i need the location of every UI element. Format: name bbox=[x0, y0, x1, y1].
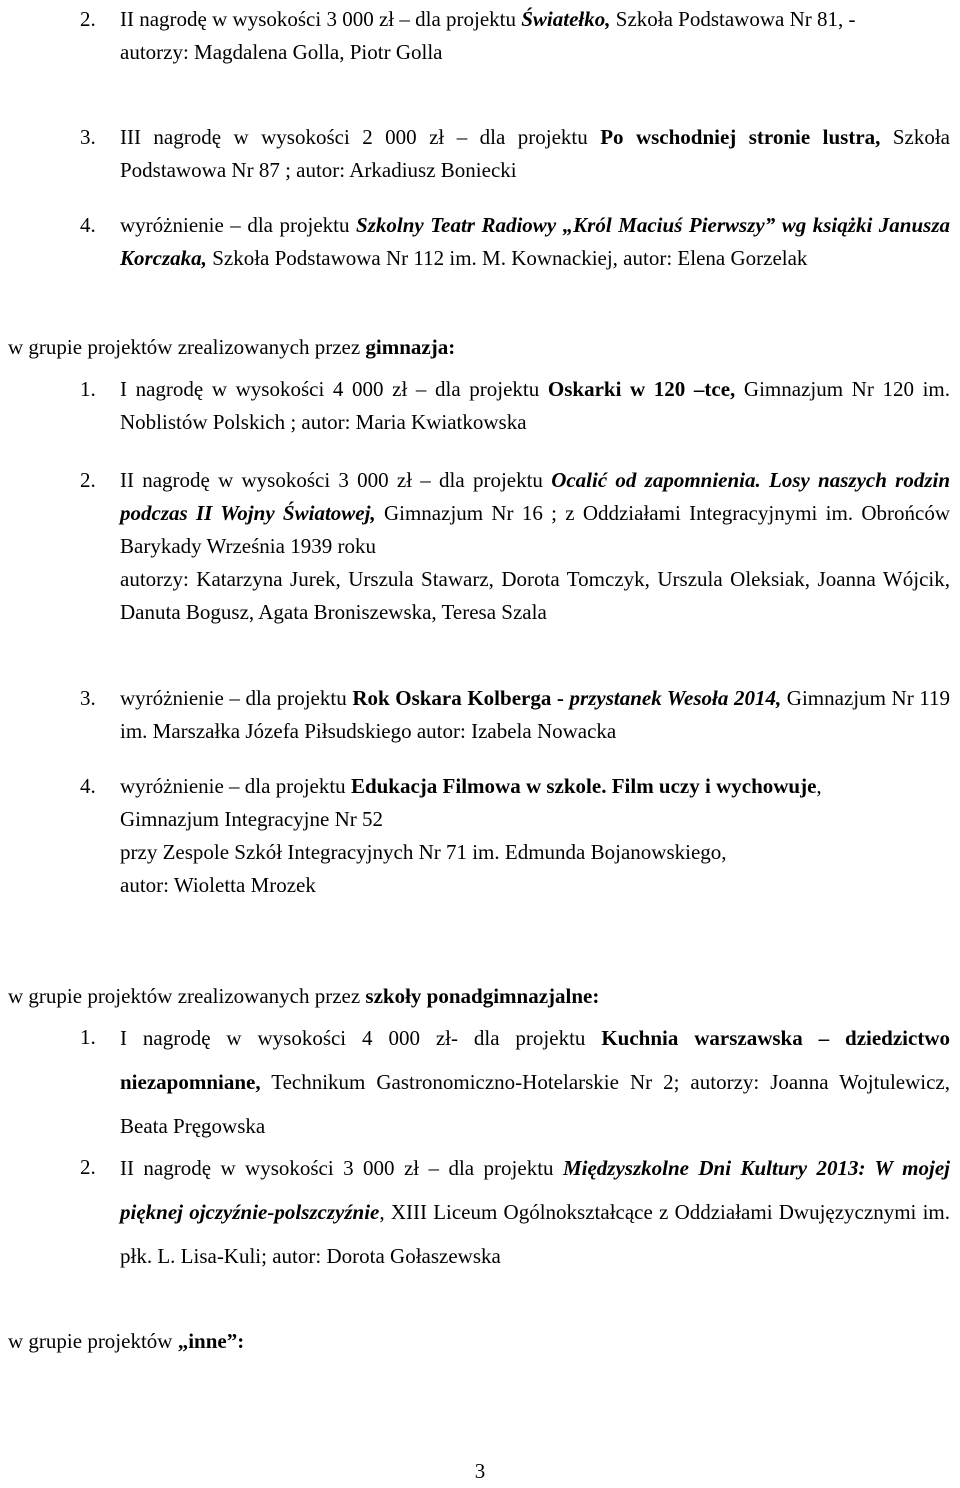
page-number: 3 bbox=[474, 1459, 486, 1483]
project-title: Szkolny Teatr Radiowy „Król Maciuś Pierwszy” wg książki Janusza Korczaka, bbox=[120, 213, 950, 270]
list-item bbox=[80, 682, 950, 748]
item-number: 1. bbox=[80, 377, 96, 401]
list-item bbox=[80, 1016, 950, 1148]
item-text: wyróżnienie – dla projektu Rok Oskara Kolberga - przystanek Wesoła 2014, Gimnazjum Nr 119 im. Marszałka Józefa Piłsudskiego autor: Izabela Nowacka bbox=[120, 686, 951, 743]
item-text: wyróżnienie – dla projektu Szkolny Teatr Radiowy „Król Maciuś Pierwszy” wg książki Janusza Korczaka, Szkoła Podstawowa Nr 112 im. M. Kownackiej, autor: Elena Gorzelak bbox=[120, 213, 950, 270]
item-number: 2. bbox=[80, 1155, 96, 1179]
project-title: Światełko, bbox=[521, 7, 611, 31]
item-number: 4. bbox=[80, 213, 96, 237]
item-number: 3. bbox=[80, 686, 96, 710]
project-title: Edukacja Filmowa w szkole. Film uczy i wychowuje bbox=[350, 774, 817, 798]
project-title-italic: przystanek Wesoła 2014, bbox=[569, 686, 782, 710]
section-heading-gimnazja: w grupie projektów zrealizowanych przez gimnazja: bbox=[8, 335, 456, 359]
item-number: 4. bbox=[80, 774, 96, 798]
authors-line: autor: Wioletta Mrozek bbox=[120, 873, 316, 897]
item-text: wyróżnienie – dla projektu Edukacja Filmowa w szkole. Film uczy i wychowuje, Gimnazjum Integracyjne Nr 52 przy Zespole Szkół Integracyjnych Nr 71 im. Edmunda Bojanowskiego, autor: Wioletta Mrozek bbox=[120, 770, 950, 902]
item-text: I nagrodę w wysokości 4 000 zł – dla projektu Oskarki w 120 –tce, Gimnazjum Nr 120 im. Noblistów Polskich ; autor: Maria Kwiatkowska bbox=[120, 377, 950, 434]
item-number: 2. bbox=[80, 7, 96, 31]
item-text: II nagrodę w wysokości 3 000 zł – dla projektu Ocalić od zapomnienia. Losy naszych rodzin podczas II Wojny Światowej, Gimnazjum Nr 16 ; z Oddziałami Integracyjnymi im. Obrońców Barykady Września 1939 roku autorzy: Katarzyna Jurek, Urszula Stawarz, Dorota Tomczyk, Urszula Oleksiak, Joanna Wójcik, Danuta Bogusz, Agata Broniszewska, Teresa Szala bbox=[120, 464, 950, 629]
list-item bbox=[80, 209, 950, 275]
project-title: Międzyszkolne Dni Kultury 2013: W mojej pięknej ojczyźnie-polszczyźnie bbox=[120, 1156, 951, 1224]
item-number: 2. bbox=[80, 468, 96, 492]
section-heading-ponadgimnazjalne: w grupie projektów zrealizowanych przez szkoły ponadgimnazjalne: bbox=[8, 984, 600, 1008]
list-item bbox=[80, 770, 950, 902]
item-text: II nagrodę w wysokości 3 000 zł – dla projektu Międzyszkolne Dni Kultury 2013: W mojej pięknej ojczyźnie-polszczyźnie, XIII Liceum Ogólnokształcące z Oddziałami Dwujęzycznymi im. płk. L. Lisa-Kuli; autor: Dorota Gołaszewska bbox=[120, 1156, 951, 1268]
project-title: Oskarki w 120 –tce, bbox=[547, 377, 736, 401]
item-text: III nagrodę w wysokości 2 000 zł – dla projektu Po wschodniej stronie lustra, Szkoła Podstawowa Nr 87 ; autor: Arkadiusz Boniecki bbox=[120, 125, 950, 182]
item-text: I nagrodę w wysokości 4 000 zł- dla projektu Kuchnia warszawska – dziedzictwo niezapomniane, Technikum Gastronomiczno-Hotelarskie Nr 2; autorzy: Joanna Wojtulewicz, Beata Pręgowska bbox=[120, 1026, 950, 1138]
list-item bbox=[80, 121, 950, 187]
item-number: 3. bbox=[80, 125, 96, 149]
item-number: 1. bbox=[80, 1025, 96, 1049]
project-title: Ocalić od zapomnienia. Losy naszych rodzin podczas II Wojny Światowej, bbox=[120, 468, 951, 525]
project-title: Rok Oskara Kolberga - bbox=[352, 686, 570, 710]
list-item bbox=[80, 373, 950, 439]
list-item bbox=[80, 464, 950, 629]
authors-line: autorzy: Katarzyna Jurek, Urszula Stawarz, Dorota Tomczyk, Urszula Oleksiak, Joanna Wójcik, Danuta Bogusz, Agata Broniszewska, Teresa Szala bbox=[120, 567, 950, 624]
list-item bbox=[80, 1146, 950, 1278]
project-title: Kuchnia warszawska – dziedzictwo niezapomniane, bbox=[120, 1026, 950, 1094]
item-text: II nagrodę w wysokości 3 000 zł – dla projektu Światełko, Szkoła Podstawowa Nr 81, - autorzy: Magdalena Golla, Piotr Golla bbox=[120, 3, 950, 69]
authors-line: autorzy: Magdalena Golla, Piotr Golla bbox=[120, 40, 443, 64]
list-item bbox=[80, 3, 950, 69]
section-heading-inne: w grupie projektów „inne”: bbox=[8, 1329, 245, 1353]
project-title: Po wschodniej stronie lustra, bbox=[600, 125, 881, 149]
